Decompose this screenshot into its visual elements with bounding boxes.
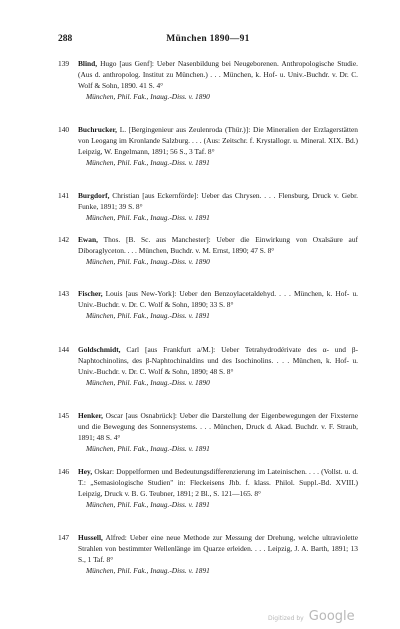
entry-text <box>78 234 358 256</box>
page-number: 288 <box>58 34 73 44</box>
dissertation-line: München, Phil. Fak., Inaug.-Diss. v. 1890 <box>86 257 210 266</box>
author-name: Burgdorf, <box>78 191 110 200</box>
author-name: Hussell, <box>78 533 103 542</box>
bibliography-entry <box>58 58 358 102</box>
bibliography-entry <box>58 344 358 388</box>
entry-body: Louis [aus New-York]: Ueber den Benzoylacetaldehyd. . . . München, k. Hof- u. Univ.-Buchdr. v. Dr. C. Wolf & Sohn, 1890; 33 S. 8° <box>78 289 358 309</box>
bibliography-entry <box>58 190 358 223</box>
entry-number: 141 <box>58 191 70 200</box>
entry-number: 146 <box>58 467 70 476</box>
entry-body: Hugo [aus Genf]: Ueber Nasenbildung bei Neugeborenen. Anthropologische Studie. (Aus d. anthropolog. Institut zu München.) . . . München, k. Hof- u. Univ.-Buchdr. v. Dr. C. Wolf & Sohn, 1890. 41 S. 4° <box>78 59 358 90</box>
entry-text <box>78 532 358 565</box>
author-name: Fischer, <box>78 289 103 298</box>
watermark-brand: Google <box>308 609 355 624</box>
entry-number: 139 <box>58 59 70 68</box>
entry-body: Oskar: Doppelformen und Bedeutungsdifferenzierung im Lateinischen. . . . (Vollst. u. d. T.: „Semasiologische Studien" in: Fleckeisens Jhb. f. klass. Philol. Suppl.-Bd. XVIII.) Leipzig, Druck v. B. G. Teubner, 1891; 2 Bl., S. 121—165. 8° <box>78 467 358 498</box>
dissertation-line: München, Phil. Fak., Inaug.-Diss. v. 1891 <box>86 500 210 509</box>
dissertation-line: München, Phil. Fak., Inaug.-Diss. v. 1891 <box>86 444 210 453</box>
dissertation-line: München, Phil. Fak., Inaug.-Diss. v. 1891 <box>86 566 210 575</box>
entry-text <box>78 124 358 157</box>
dissertation-line: München, Phil. Fak., Inaug.-Diss. v. 1890 <box>86 378 210 387</box>
page-header <box>58 34 358 46</box>
entry-text <box>78 410 358 443</box>
author-name: Ewan, <box>78 235 98 244</box>
author-name: Buchrucker, <box>78 125 117 134</box>
author-name: Goldschmidt, <box>78 345 121 354</box>
entry-body: Alfred: Ueber eine neue Methode zur Messung der Drehung, welche ultraviolette Strahlen von bestimmter Wellenlänge im Quarze erleiden. . . . Leipzig, J. A. Barth, 1891; 13 S., 1 Taf. 8° <box>78 533 358 564</box>
entry-number: 147 <box>58 533 70 542</box>
entry-text <box>78 58 358 91</box>
author-name: Hey, <box>78 467 93 476</box>
dissertation-line: München, Phil. Fak., Inaug.-Diss. v. 1891 <box>86 158 210 167</box>
entry-body: Christian [aus Eckernförde]: Ueber das Chrysen. . . . Flensburg, Druck v. Gebr. Funke, 1891; 39 S. 8° <box>78 191 358 211</box>
watermark-prefix: Digitized by <box>268 615 304 622</box>
running-title: München 1890—91 <box>166 34 250 44</box>
bibliography-entry <box>58 288 358 321</box>
entry-text <box>78 190 358 212</box>
entry-number: 143 <box>58 289 70 298</box>
google-watermark <box>268 605 355 624</box>
author-name: Blind, <box>78 59 98 68</box>
bibliography-entry <box>58 124 358 168</box>
entry-number: 144 <box>58 345 70 354</box>
author-name: Henker, <box>78 411 103 420</box>
bibliography-entry <box>58 234 358 267</box>
dissertation-line: München, Phil. Fak., Inaug.-Diss. v. 1890 <box>86 92 210 101</box>
bibliography-entry <box>58 532 358 576</box>
entry-number: 142 <box>58 235 70 244</box>
entry-body: Thos. [B. Sc. aus Manchester]: Ueber die Einwirkung von Oxalsäure auf Diboraglyceton. . . . München, Buchdr. v. M. Ernst, 1890; 47 S. 8° <box>78 235 358 255</box>
entry-text <box>78 288 358 310</box>
entry-body: Oscar [aus Osnabrück]: Ueber die Darstellung der Eigenbewegungen der Fixsterne und die Bewegung des Sonnensystems. . . . München, Druck d. Akad. Buchdr. v. F. Straub, 1891; 48 S. 4° <box>78 411 358 442</box>
bibliography-entry <box>58 410 358 454</box>
entry-number: 140 <box>58 125 70 134</box>
entry-body: L. [Bergingenieur aus Zeulenroda (Thür.)]: Die Mineralien der Erzlagerstätten von Leogang im Kronlande Salzburg. . . . (Aus: Zeitschr. f. Krystallogr. u. Mineral. XIX. Bd.) Leipzig, W. Engelmann, 1891; 56 S., 3 Taf. 8° <box>78 125 359 156</box>
bibliography-entry <box>58 466 358 510</box>
dissertation-line: München, Phil. Fak., Inaug.-Diss. v. 1891 <box>86 213 210 222</box>
entry-text <box>78 344 358 377</box>
dissertation-line: München, Phil. Fak., Inaug.-Diss. v. 1891 <box>86 311 210 320</box>
entry-body: Carl [aus Frankfurt a/M.]: Ueber Tetrahydrodérivate des α- und β-Naphtochinolins, des β-Naphtochinaldins und des Isochinolins. . . . München, k. Hof- u. Univ.-Buchdr. v. Dr. C. Wolf & Sohn, 1890; 48 S. 8° <box>78 345 358 376</box>
entry-text <box>78 466 358 499</box>
entry-number: 145 <box>58 411 70 420</box>
